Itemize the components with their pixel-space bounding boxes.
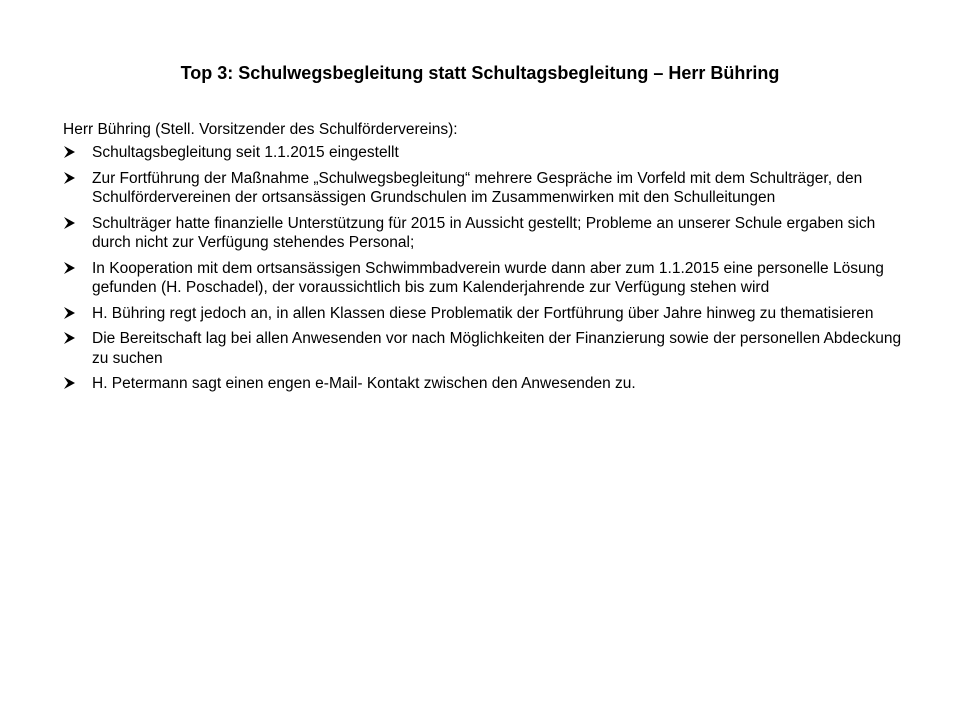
arrow-bullet-icon — [63, 374, 81, 393]
bullet-item — [63, 214, 913, 253]
bullet-item — [63, 304, 913, 324]
bullet-item — [63, 374, 913, 394]
bullet-item — [63, 259, 913, 298]
bullet-text: H. Bühring regt jedoch an, in allen Klassen diese Problematik der Fortführung über Jahre hinweg zu thematisieren — [92, 304, 874, 322]
arrow-bullet-icon — [63, 214, 81, 233]
bullet-text: Die Bereitschaft lag bei allen Anwesenden vor nach Möglichkeiten der Finanzierung sowie der personellen Abdeckung zu suchen — [92, 330, 902, 367]
intro-text: Herr Bühring (Stell. Vorsitzender des Schulfördervereins): — [63, 121, 458, 138]
bullet-item — [63, 143, 913, 163]
bullet-text: Zur Fortführung der Maßnahme „Schulwegsbegleitung“ mehrere Gespräche im Vorfeld mit dem Schulträger, den Schulfördervereinen der ortsansässigen Grundschulen im Zusammenwirken mit den Schulleitungen — [92, 169, 863, 206]
bullet-text: H. Petermann sagt einen engen e-Mail- Kontakt zwischen den Anwesenden zu. — [92, 375, 636, 392]
arrow-bullet-icon — [63, 259, 81, 278]
bullet-text: Schultagsbegleitung seit 1.1.2015 eingestellt — [92, 144, 399, 161]
arrow-bullet-icon — [63, 329, 81, 348]
arrow-bullet-icon — [63, 169, 81, 188]
bullet-list — [63, 143, 913, 400]
bullet-item — [63, 169, 913, 208]
slide-title: Top 3: Schulwegsbegleitung statt Schultagsbegleitung – Herr Bühring — [180, 63, 780, 83]
bullet-text: Schulträger hatte finanzielle Unterstützung für 2015 in Aussicht gestellt; Probleme an unserer Schule ergaben sich durch nicht zur Verfügung stehendes Personal; — [92, 214, 876, 251]
arrow-bullet-icon — [63, 143, 81, 162]
bullet-text: In Kooperation mit dem ortsansässigen Schwimmbadverein wurde dann aber zum 1.1.2015 eine personelle Lösung gefunden (H. Poschadel), der voraussichtlich bis zum Kalenderjahrende zur Verfügung stehen wird — [92, 259, 884, 296]
bullet-item — [63, 329, 913, 368]
arrow-bullet-icon — [63, 304, 81, 323]
